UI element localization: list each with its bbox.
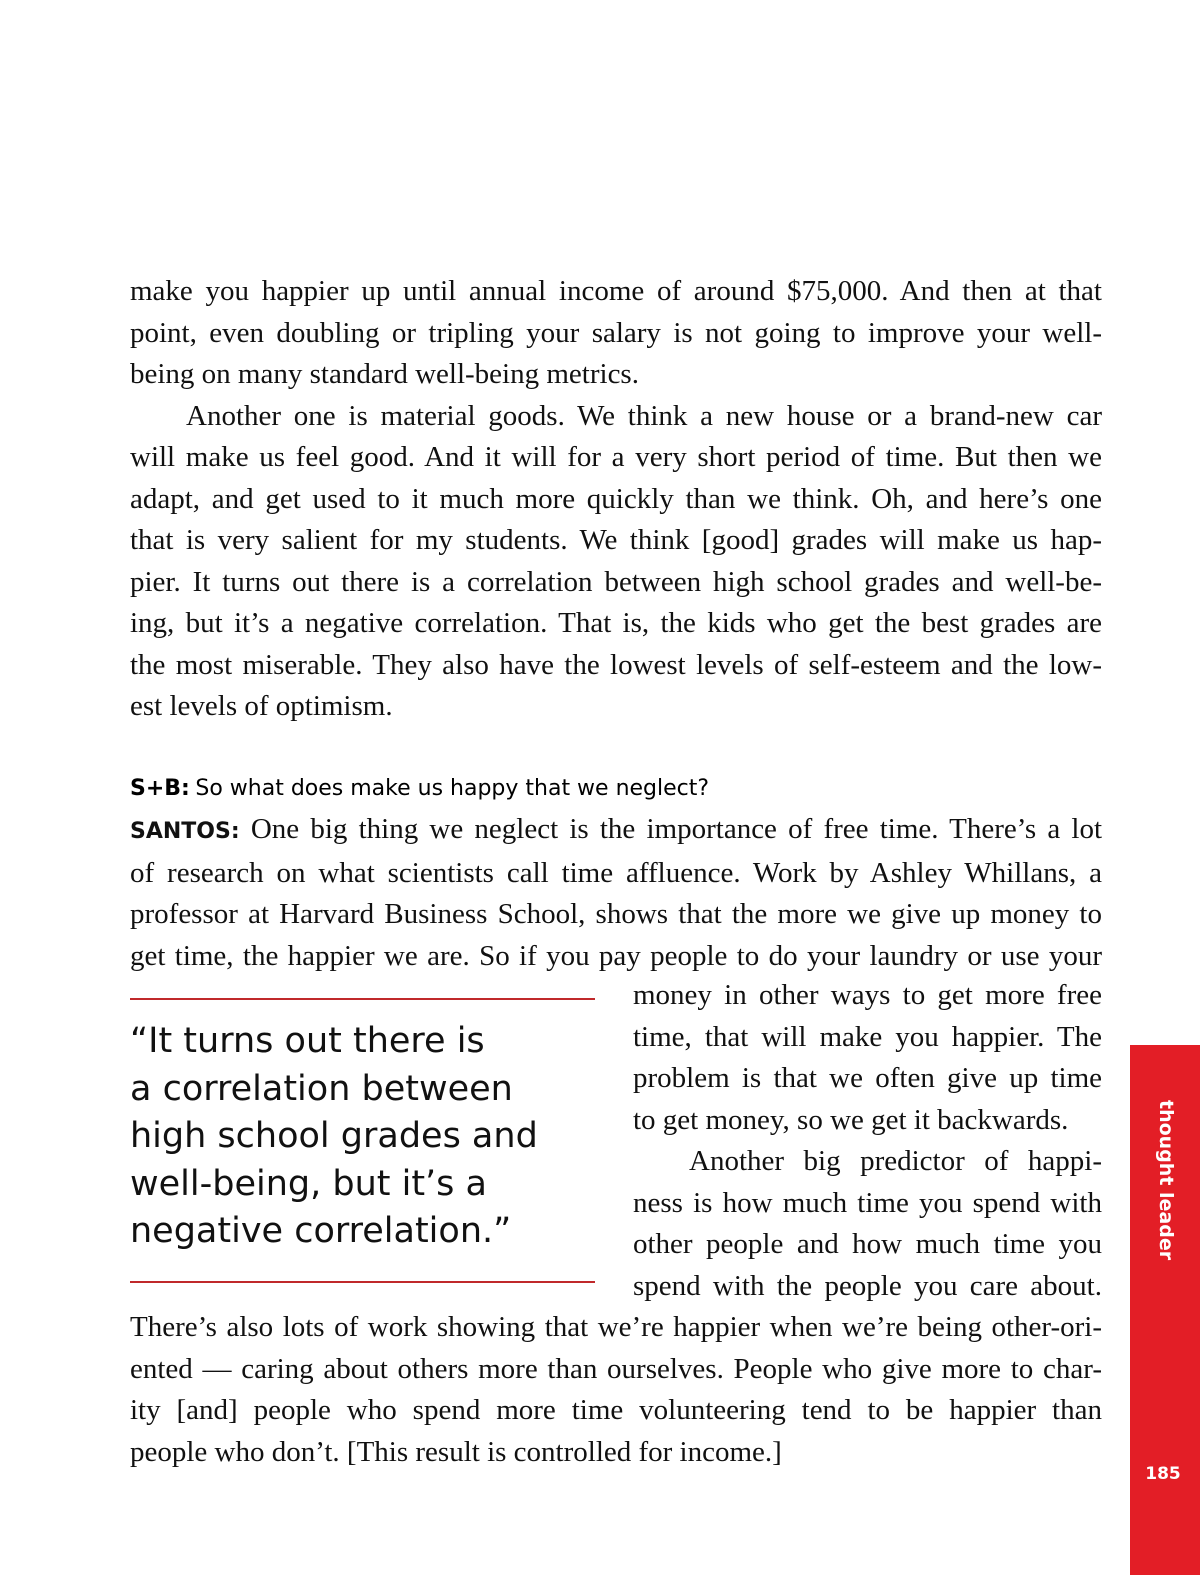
pull-quote-line: well-being, but it’s a	[130, 1163, 487, 1204]
pull-quote-line: “It turns out there is	[130, 1021, 485, 1061]
body-line: being on many standard well-being metrics.	[130, 358, 639, 390]
wrap-line: money in other ways to get more free	[633, 979, 1102, 1011]
body-line: will make us feel good. And it will for a very short period of time. But then we	[130, 441, 1102, 473]
pull-quote-top-rule	[130, 998, 595, 1000]
pull-quote-line: a correlation between	[130, 1068, 513, 1109]
pull-quote	[130, 1018, 600, 1256]
body-line: Another one is material goods. We think a new house or a brand-new car	[186, 399, 1102, 432]
answer-line: of research on what scientists call time affluence. Work by Ashley Whillans, a	[130, 856, 1102, 889]
body-line: pier. It turns out there is a correlation between high school grades and well-be-	[130, 565, 1102, 598]
wrap-line: other people and how much time you	[633, 1228, 1102, 1260]
body-line: that is very salient for my students. We think [good] grades will make us hap-	[130, 524, 1102, 556]
question-text: So what does make us happy that we neglect?	[195, 776, 710, 801]
final-line: ity [and] people who spend more time volunteering tend to be happier than	[130, 1394, 1102, 1426]
answer-line: professor at Harvard Business School, shows that the more we give up money to	[130, 898, 1102, 930]
body-line: make you happier up until annual income of around $75,000. And then at that	[130, 275, 1102, 307]
final-line: ented — caring about others more than ourselves. People who give more to char-	[130, 1352, 1102, 1385]
page-number: 185	[1145, 1464, 1181, 1484]
pull-quote-line: negative correlation.”	[130, 1211, 512, 1251]
answer-line-first	[130, 809, 1102, 853]
interview-question	[130, 772, 709, 805]
final-line: people who don’t. [This result is controlled for income.]	[130, 1435, 782, 1468]
body-line: point, even doubling or tripling your salary is not going to improve your well-	[130, 316, 1102, 349]
answer-text: One big thing we neglect is the importance of free time. There’s a lot	[250, 813, 1103, 845]
final-line: There’s also lots of work showing that we’re happier when we’re being other-ori-	[130, 1311, 1102, 1343]
body-text-wrap-column	[633, 975, 1102, 1307]
pull-quote-line: high school grades and	[130, 1116, 538, 1156]
wrap-line: to get money, so we get it backwards.	[633, 1103, 1069, 1136]
wrap-line: Another big predictor of happi-	[689, 1145, 1102, 1177]
wrap-line: time, that will make you happier. The	[633, 1020, 1102, 1053]
body-text-final-block	[130, 1307, 1102, 1473]
body-line: adapt, and get used to it much more quickly than we think. Oh, and here’s one	[130, 482, 1102, 515]
body-text-block-1	[130, 271, 1102, 728]
body-line: est levels of optimism.	[130, 690, 393, 722]
answer-speaker: SANTOS:	[130, 819, 240, 844]
section-label: thought leader	[1155, 1100, 1177, 1261]
question-speaker: S+B:	[130, 776, 190, 801]
answer-line: get time, the happier we are. So if you pay people to do your laundry or use your	[130, 939, 1102, 972]
interview-answer	[130, 809, 1102, 977]
body-line: ing, but it’s a negative correlation. That is, the kids who get the best grades are	[130, 607, 1102, 639]
wrap-line: ness is how much time you spend with	[633, 1186, 1102, 1219]
pull-quote-bottom-rule	[130, 1281, 595, 1283]
wrap-line: problem is that we often give up time	[633, 1062, 1102, 1094]
body-line: the most miserable. They also have the lowest levels of self-esteem and the low-	[130, 648, 1102, 681]
wrap-line: spend with the people you care about.	[633, 1269, 1102, 1302]
